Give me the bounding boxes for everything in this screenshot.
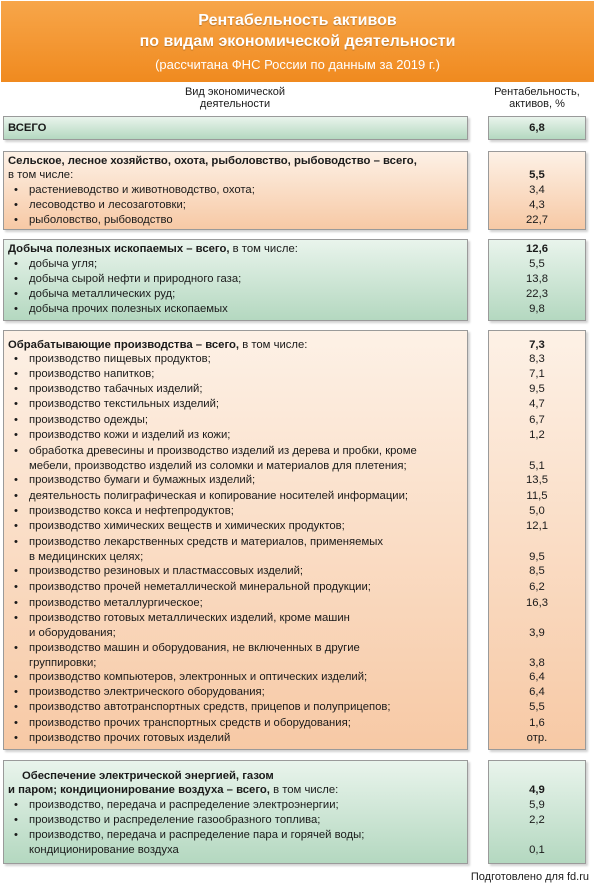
- total-label: ВСЕГО: [8, 122, 47, 134]
- list-item-value: 5,5: [529, 701, 545, 713]
- list-item-label: производство напитков;: [29, 368, 155, 380]
- list-item-label: добыча сырой нефти и природного газа;: [29, 273, 242, 285]
- list-item-value: 5,0: [529, 505, 545, 517]
- list-item-label: производство, передача и распределение электроэнергии;: [29, 799, 339, 811]
- section-mining-title-bold: Добыча полезных ископаемых – всего,: [8, 243, 230, 255]
- list-item-label: деятельность полиграфическая и копирование носителей информации;: [29, 490, 409, 502]
- list-item-value: 5,1: [529, 460, 545, 472]
- section-agriculture-value: 5,5: [529, 169, 545, 181]
- list-item-label: растениеводство и животноводство, охота;: [29, 184, 255, 196]
- section-mining-value: 12,6: [526, 243, 548, 255]
- list-item-value: 13,5: [526, 474, 548, 486]
- list-item-value: 3,8: [529, 657, 545, 669]
- list-item-label: производство резиновых и пластмассовых изделий;: [29, 565, 304, 577]
- total-label-box: [3, 116, 468, 140]
- list-item-label: производство и распределение газообразного топлива;: [29, 814, 321, 826]
- section-agriculture-subtitle: в том числе:: [8, 169, 74, 181]
- list-item-value: 13,8: [526, 273, 548, 285]
- section-manufacturing-title: [8, 338, 307, 353]
- list-item-label-cont: группировки;: [29, 657, 97, 669]
- list-item-value: 9,5: [529, 551, 545, 563]
- list-item-value: 4,7: [529, 398, 545, 410]
- list-item-value: 22,7: [526, 214, 548, 226]
- column-header-activity-line2: деятельности: [199, 98, 271, 110]
- list-item-label-cont: кондиционирование воздуха: [29, 844, 179, 856]
- list-item-label: производство прочих готовых изделий: [29, 732, 231, 744]
- list-item-value: 1,6: [529, 717, 545, 729]
- list-item-label: производство химических веществ и химических продуктов;: [29, 520, 345, 532]
- list-item-label: производство прочей неметаллической минеральной продукции;: [29, 581, 371, 593]
- column-header-activity: [150, 86, 320, 110]
- list-item-value: 5,5: [529, 258, 545, 270]
- column-header-profitability: [484, 86, 590, 110]
- list-item-label: производство лекарственных средств и материалов, применяемых: [29, 536, 383, 548]
- list-item-label: добыча угля;: [29, 258, 98, 270]
- list-item-label: производство автотранспортных средств, прицепов и полуприцепов;: [29, 701, 391, 713]
- column-header-profitability-line1: Рентабельность,: [494, 86, 580, 98]
- list-item-value: 16,3: [526, 597, 548, 609]
- list-item-value: 3,9: [529, 627, 545, 639]
- list-item-label: производство прочих транспортных средств и оборудования;: [29, 717, 351, 729]
- list-item-label-cont: в медицинских целях;: [29, 551, 144, 563]
- section-agriculture-title: [8, 154, 417, 169]
- list-item-label: производство металлургическое;: [29, 597, 203, 609]
- list-item-label: производство одежды;: [29, 414, 148, 426]
- list-item-label: производство кожи и изделий из кожи;: [29, 429, 231, 441]
- list-item-value: 5,9: [529, 799, 545, 811]
- column-header-activity-line1: Вид экономической: [184, 86, 286, 98]
- list-item-value: 4,3: [529, 199, 545, 211]
- list-item-value: 9,5: [529, 383, 545, 395]
- list-item-value: 9,8: [529, 303, 545, 315]
- list-item-label: добыча прочих полезных ископаемых: [29, 303, 228, 315]
- section-agriculture-title-bold: Сельское, лесное хозяйство, охота, рыболовство, рыбоводство – всего,: [8, 155, 417, 167]
- list-item-value: 7,1: [529, 368, 545, 380]
- total-value: 6,8: [529, 122, 545, 134]
- list-item-label: производство, передача и распределение пара и горячей воды;: [29, 829, 365, 841]
- list-item-value: 2,2: [529, 814, 545, 826]
- list-item-label: производство машин и оборудования, не включенных в другие: [29, 642, 360, 654]
- list-item-value: 11,5: [526, 490, 548, 502]
- title-line-2: по видам экономической деятельности: [139, 33, 456, 50]
- title-line-1: Рентабельность активов: [198, 12, 397, 29]
- list-item-value: 6,7: [529, 414, 545, 426]
- section-manufacturing-title-rest: в том числе:: [242, 339, 308, 351]
- column-header-profitability-line2: активов, %: [509, 98, 565, 110]
- list-item-value: 0,1: [529, 844, 545, 856]
- list-item-label: рыболовство, рыбоводство: [29, 214, 173, 226]
- list-item-label: производство табачных изделий;: [29, 383, 203, 395]
- list-item-value: 6,2: [529, 581, 545, 593]
- list-item-value: 1,2: [529, 429, 545, 441]
- list-item-label: обработка древесины и производство изделий из дерева и пробки, кроме: [29, 445, 417, 457]
- list-item-value: 8,5: [529, 565, 545, 577]
- section-energy-title-line1: Обеспечение электрической энергией, газом: [22, 770, 274, 782]
- list-item-value: 12,1: [526, 520, 548, 532]
- section-mining-title: [8, 242, 298, 257]
- section-manufacturing-title-bold: Обрабатывающие производства – всего,: [8, 339, 240, 351]
- section-energy-title-rest: в том числе:: [273, 784, 339, 796]
- section-manufacturing-value: 7,3: [529, 339, 545, 351]
- list-item-label: производство кокса и нефтепродуктов;: [29, 505, 234, 517]
- list-item-value: 6,4: [529, 686, 545, 698]
- list-item-label: производство готовых металлических изделий, кроме машин: [29, 612, 350, 624]
- list-item-value: 8,3: [529, 353, 545, 365]
- credit-text: Подготовлено для fd.ru: [470, 871, 589, 883]
- list-item-label: производство бумаги и бумажных изделий;: [29, 474, 256, 486]
- list-item-value: 3,4: [529, 184, 545, 196]
- list-item-label: лесоводство и лесозаготовки;: [29, 199, 186, 211]
- list-item-label: производство компьютеров, электронных и оптических изделий;: [29, 671, 368, 683]
- section-energy-title-line2: [8, 783, 338, 798]
- subtitle: (рассчитана ФНС России по данным за 2019 г.): [155, 57, 440, 72]
- list-item-label: производство электрического оборудования;: [29, 686, 265, 698]
- list-item-value: 22,3: [526, 288, 548, 300]
- list-item-label: производство текстильных изделий;: [29, 398, 220, 410]
- section-energy-value: 4,9: [529, 784, 545, 796]
- section-mining-title-rest: в том числе:: [232, 243, 298, 255]
- list-item-label: производство пищевых продуктов;: [29, 353, 211, 365]
- list-item-value: отр.: [526, 732, 548, 744]
- header-banner: [1, 1, 594, 82]
- list-item-label: добыча металлических руд;: [29, 288, 176, 300]
- list-item-label-cont: и оборудования;: [29, 627, 116, 639]
- section-energy-title-bold2: и паром; кондиционирование воздуха – всего,: [8, 784, 270, 796]
- list-item-value: 6,4: [529, 671, 545, 683]
- list-item-label-cont: мебели, производство изделий из соломки и материалов для плетения;: [29, 460, 407, 472]
